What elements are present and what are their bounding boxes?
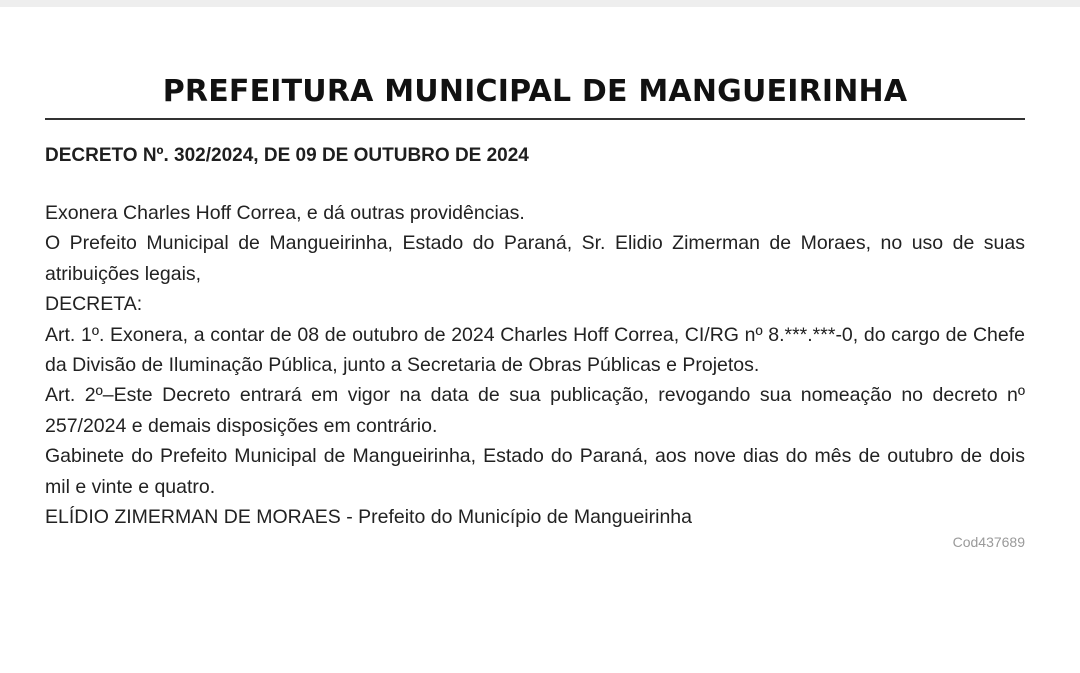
page-title: PREFEITURA MUNICIPAL DE MANGUEIRINHA [162,74,908,109]
decree-preamble: O Prefeito Municipal de Mangueirinha, Estado do Paraná, Sr. Elidio Zimerman de Moraes, no uso de suas atribuições legais, [45,232,1025,285]
decree-article-1: Art. 1º. Exonera, a contar de 08 de outubro de 2024 Charles Hoff Correa, CI/RG nº 8.***.***-0, do cargo de Chefe da Divisão de Iluminação Pública, junto a Secretaria de Obras Públicas e Projetos. [45,323,1025,377]
decree-article-2: Art. 2º–Este Decreto entrará em vigor na data de sua publicação, revogando sua nomeação no decreto nº 257/2024 e demais disposições em contrário. [45,384,1025,437]
decree-body [45,198,1025,532]
decree-closing: Gabinete do Prefeito Municipal de Mangueirinha, Estado do Paraná, aos nove dias do mês de outubro de dois mil e vinte e quatro. [45,445,1025,498]
decree-signature: ELÍDIO ZIMERMAN DE MORAES - Prefeito do Município de Mangueirinha [45,506,692,529]
publication-code: Cod437689 [952,534,1025,551]
decree-decreta: DECRETA: [45,293,143,316]
header-divider [45,118,1025,120]
top-strip [0,0,1080,7]
decree-summary: Exonera Charles Hoff Correa, e dá outras providências. [45,202,525,224]
decree-title: DECRETO Nº. 302/2024, DE 09 DE OUTUBRO DE 2024 [45,145,529,166]
document-page [45,70,1025,552]
